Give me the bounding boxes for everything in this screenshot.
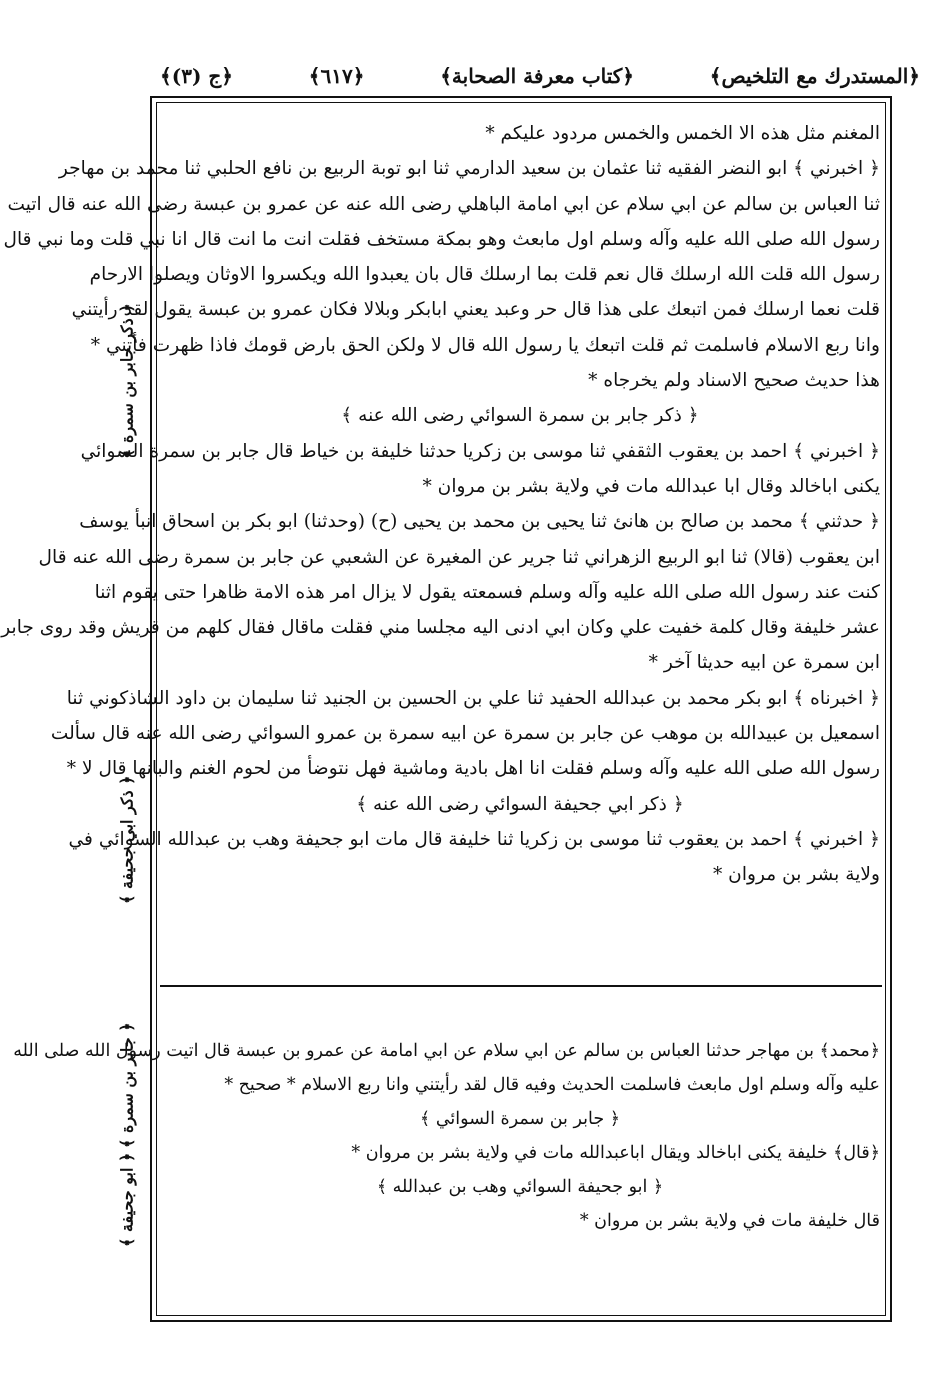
margin-note-abu-juhayfa-2: ﴿ ابو جحيفة ﴾ <box>117 1152 137 1248</box>
text-line: وانا ربع الاسلام فاسلمت ثم قلت اتبعك يا رسول الله قال لا ولكن الحق بارض قومك فاذا ظهرت فأتني * <box>90 334 880 356</box>
note-heading: ﴿ جابر بن سمرة السوائي ﴾ <box>420 1109 620 1129</box>
section-heading-abu-juhayfa: ﴿ ذكر ابي جحيفة السوائي رضى الله عنه ﴾ <box>356 793 684 815</box>
text-line: ابن يعقوب (قالا) ثنا ابو الربيع الزهراني ثنا جرير عن المغيرة عن الشعبي عن جابر بن سمرة رضى الله عنه قال <box>38 546 880 568</box>
talkhis-notes <box>13 1034 880 1238</box>
header-book-title: ﴿المستدرك مع التلخيص﴾ <box>709 64 920 88</box>
text-line: رسول الله صلى الله عليه وآله وسلم فقلت انا اهل بادية وماشية فهل نتوضأ من لحوم الغنم والبانها قال لا * <box>66 758 880 780</box>
text-line: هذا حديث صحيح الاسناد ولم يخرجاه * <box>588 370 880 392</box>
page-frame <box>1 96 892 1322</box>
text-line: ثنا العباس بن سالم عن ابي سلام عن ابي امامة الباهلي رضى الله عنه عن عمرو بن عبسة رضى الله عنه قال اتيت <box>7 193 880 215</box>
note-line: ﴿محمد﴾ بن مهاجر حدثنا العباس بن سالم عن ابي سلام عن ابي امامة عن عمرو بن عبسة قال اتيت رسول الله صلى الله <box>13 1041 880 1061</box>
text-line: ﴿ اخبرني ﴾ احمد بن يعقوب ثنا موسى بن زكريا ثنا خليفة قال مات ابو جحيفة وهب بن عبدالله السوائي في <box>68 828 880 850</box>
page-header <box>160 58 920 94</box>
text-line: ابن سمرة عن ابيه حديثا آخر * <box>648 652 880 674</box>
text-line: ﴿ اخبرني ﴾ احمد بن يعقوب الثقفي ثنا موسى بن زكريا حدثنا خليفة بن خياط قال جابر بن سمرة السوائي <box>80 440 880 462</box>
margin-note-jabir-2: ﴿ جابر بن سمرة ﴾ <box>117 1022 137 1148</box>
header-page-number: ﴿٦١٧﴾ <box>308 64 365 88</box>
margin-note-jabir: ﴿ ذكر جابر بن سمرة ﴾ <box>117 303 137 459</box>
note-line: ﴿قال﴾ خليفة يكنى اباخالد ويقال اباعبدالله مات في ولاية بشر بن مروان * <box>351 1143 880 1163</box>
note-line: قال خليفة مات في ولاية بشر بن مروان * <box>579 1211 880 1231</box>
text-line: عشر خليفة وقال كلمة خفيت علي وكان ابي ادنى اليه مجلسا مني فقلت ماقال فقال كلهم من قريش وقد روى جابر <box>1 617 880 639</box>
text-line: رسول الله صلى الله عليه وآله وسلم اول مابعث وهو بمكة مستخف فقلت انت ما انت قال انا نبي قلت وما نبي قال <box>3 228 880 250</box>
text-line: ﴿ اخبرني ﴾ ابو النضر الفقيه ثنا عثمان بن سعيد الدارمي ثنا ابو توبة الربيع بن نافع الحلبي ثنا محمد بن مهاجر <box>58 158 880 180</box>
text-line: قلت نعما ارسلك فمن اتبعك على هذا قال حر وعبد يعني ابابكر وبلالا فكان عمرو بن عبسة يقول لقد رأيتني <box>71 299 880 321</box>
header-volume: ﴿ج (٣)﴾ <box>160 64 233 88</box>
section-heading-jabir: ﴿ ذكر جابر بن سمرة السوائي رضى الله عنه ﴾ <box>341 405 699 427</box>
text-line: اسمعيل بن عبيدالله بن موهب عن جابر بن سمرة عن ابيه سمرة بن عمرو السوائي رضى الله عنه قال سألت <box>50 723 880 745</box>
main-text <box>1 116 880 893</box>
text-line: ﴿ اخبرناه ﴾ ابو بكر محمد بن عبدالله الحفيد ثنا علي بن الحسين بن الجنيد ثنا سليمان بن داود الشاذكوني ثنا <box>66 687 880 709</box>
text-line: يكنى اباخالد وقال ابا عبدالله مات في ولاية بشر بن مروان * <box>422 475 880 497</box>
margin-note-abu-juhayfa: ﴿ ذكر ابي جحيفة ﴾ <box>117 775 137 905</box>
header-chapter-title: ﴿كتاب معرفة الصحابة﴾ <box>440 64 635 88</box>
text-line: رسول الله قلت الله ارسلك قال نعم قلت بما ارسلك قال بان يعبدوا الله ويكسروا الاوثان ويصلوا الارحام <box>89 264 880 286</box>
note-heading: ﴿ ابو جحيفة السوائي وهب بن عبدالله ﴾ <box>376 1177 664 1197</box>
footnote-divider <box>160 985 882 987</box>
note-line: عليه وآله وسلم اول مابعث فاسلمت الحديث وفيه قال لقد رأيتني وانا ربع الاسلام * صحيح * <box>224 1075 880 1095</box>
text-line: ولاية بشر بن مروان * <box>712 864 880 886</box>
text-line: المغنم مثل هذه الا الخمس والخمس مردود عليكم * <box>485 123 880 144</box>
text-line: ﴿ حدثني ﴾ محمد بن صالح بن هانئ ثنا يحيى بن محمد بن يحيى (ح) (وحدثنا) ابو بكر بن اسحاق انبأ يوسف <box>79 511 880 533</box>
text-line: كنت عند رسول الله صلى الله عليه وآله وسلم فسمعته يقول لا يزال امر هذه الامة ظاهرا حتى يقوم اثنا <box>94 581 880 603</box>
